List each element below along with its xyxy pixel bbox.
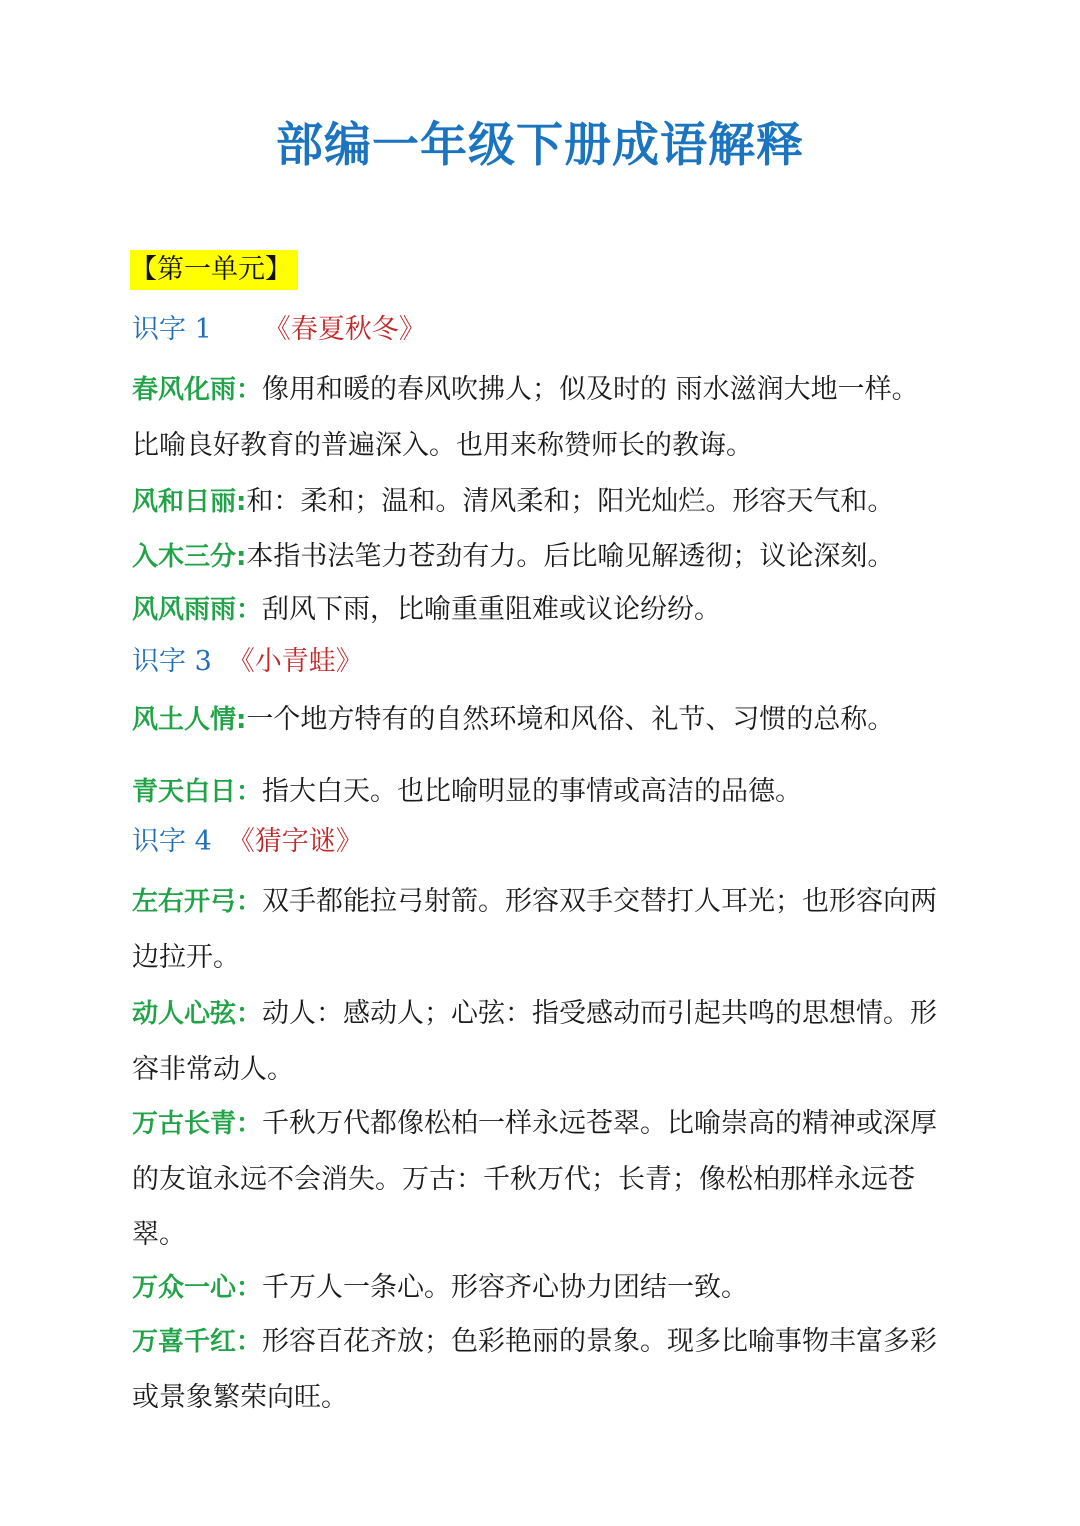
lesson-heading: [132, 822, 363, 862]
unit-heading: 【第一单元】: [130, 250, 298, 290]
idiom-entry: [132, 474, 942, 530]
idiom-definition: 一个地方特有的自然环境和风俗、礼节、习惯的总称。: [246, 704, 895, 735]
idiom-term: 万喜千红：: [132, 1327, 263, 1357]
idiom-definition: 动人：感动人；心弦：指受感动而引起共鸣的思想情。形容非常动人。: [132, 998, 938, 1085]
idiom-term: 青天白日：: [132, 777, 263, 807]
idiom-entry: [132, 986, 942, 1097]
page-title: 部编一年级下册成语解释: [276, 118, 804, 173]
idiom-term: 入木三分:: [132, 542, 247, 572]
idiom-term: 左右开弓：: [132, 887, 263, 917]
idiom-definition: 刮风下雨，比喻重重阻难或议论纷纷。: [262, 594, 722, 625]
lesson-label: 识字 1: [132, 314, 212, 345]
idiom-term: 万众一心：: [132, 1273, 263, 1303]
idiom-entry: [132, 1096, 942, 1262]
lesson-label: 识字 4: [132, 826, 212, 857]
idiom-definition: 形容百花齐放；色彩艳丽的景象。现多比喻事物丰富多彩或景象繁荣向旺。: [132, 1326, 938, 1413]
lesson-title: 《春夏秋冬》: [263, 314, 426, 345]
idiom-entry: [132, 764, 942, 820]
idiom-definition: 像用和暖的春风吹拂人；似及时的 雨水滋润大地一样。比喻良好教育的普遍深入。也用来称赞师长的教诲。: [132, 374, 919, 461]
idiom-term: 风和日丽:: [132, 487, 247, 517]
idiom-definition: 指大白天。也比喻明显的事情或高洁的品德。: [262, 776, 803, 807]
idiom-definition: 和：柔和；温和。清风柔和；阳光灿烂。形容天气和。: [246, 486, 895, 517]
idiom-entry: [132, 362, 942, 473]
idiom-term: 风土人情:: [132, 705, 247, 735]
idiom-entry: [132, 1314, 942, 1425]
idiom-definition: 双手都能拉弓射箭。形容双手交替打人耳光；也形容向两边拉开。: [132, 886, 938, 973]
idiom-entry: [132, 529, 942, 585]
idiom-term: 万古长青：: [132, 1109, 263, 1139]
idiom-entry: [132, 582, 942, 638]
idiom-term: 风风雨雨：: [132, 595, 263, 625]
idiom-definition: 千秋万代都像松柏一样永远苍翠。比喻崇高的精神或深厚的友谊永远不会消失。万古：千秋万代；长青；像松柏那样永远苍翠。: [132, 1108, 938, 1250]
idiom-entry: [132, 1260, 942, 1316]
idiom-term: 动人心弦：: [132, 999, 263, 1029]
idiom-definition: 千万人一条心。形容齐心协力团结一致。: [262, 1272, 749, 1303]
lesson-heading: [132, 642, 363, 682]
lesson-label: 识字 3: [132, 646, 212, 677]
lesson-title: 《猜字谜》: [227, 826, 363, 857]
idiom-entry: [132, 692, 942, 748]
idiom-definition: 本指书法笔力苍劲有力。后比喻见解透彻；议论深刻。: [246, 541, 895, 572]
lesson-title: 《小青蛙》: [227, 646, 363, 677]
lesson-heading: [132, 310, 426, 350]
idiom-entry: [132, 874, 942, 985]
idiom-term: 春风化雨：: [132, 375, 263, 405]
